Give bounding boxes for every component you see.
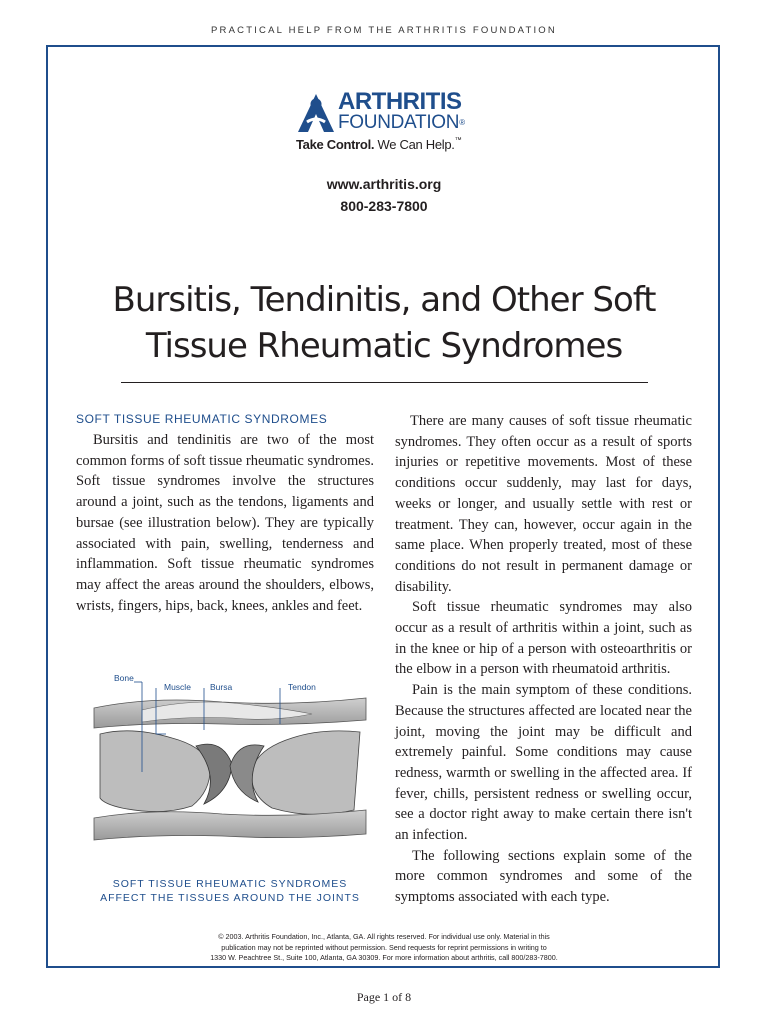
label-tendon: Tendon: [288, 682, 316, 692]
title-line-1: Bursitis, Tendinitis, and Other Soft: [112, 280, 656, 320]
arthritis-foundation-logo: [296, 90, 486, 156]
label-bone: Bone: [114, 673, 134, 683]
logo-word-arthritis: ARTHRITIS: [338, 88, 462, 115]
logo-figure-icon: [296, 92, 336, 136]
body-paragraph-4: The following sections explain some of the more common syndromes and some of the symptoms associated with each type.: [395, 847, 692, 906]
header-tagline: PRACTICAL HELP FROM THE ARTHRITIS FOUNDATION: [211, 25, 557, 36]
label-muscle: Muscle: [164, 682, 191, 692]
body-paragraph-2: Soft tissue rheumatic syndromes may also occur as a result of arthritis within a joint, such as in the knee or hip of a person with osteoarthritis or the elbow in a person with rheumatoid arthritis.: [395, 599, 692, 678]
section-heading: SOFT TISSUE RHEUMATIC SYNDROMES: [76, 412, 328, 426]
logo-word-foundation: FOUNDATION®: [338, 112, 465, 133]
page-title: [70, 277, 698, 369]
intro-paragraph: Bursitis and tendinitis are two of the most common forms of soft tissue rheumatic syndromes. Soft tissue syndromes involve the structures around a joint, such as the tendons, ligaments and bursae (see illustration below). They are typically associated with pain, swelling, tenderness and inflammation. Soft tissue rheumatic syndromes may affect the areas around the shoulders, elbows, wrists, fingers, hips, back, knees, ankles and feet.: [76, 432, 374, 614]
copyright-notice: [130, 932, 638, 964]
copyright-line-3: 1330 W. Peachtree St., Suite 100, Atlanta, GA 30309. For more information about arthritis, call 800/283-7800.: [210, 953, 558, 962]
body-paragraph-1: There are many causes of soft tissue rheumatic syndromes. They often occur as a result of sports injuries or repetitive movements. Most of these conditions occur suddenly, may last for days, weeks or longer, and usually settle with rest or treatment. They can, however, occur again in the same place. When properly treated, most of these conditions do not result in permanent damage or disability.: [395, 413, 692, 595]
left-column: [76, 410, 374, 616]
tagline-bold: Take Control.: [296, 137, 375, 152]
caption-line-2: AFFECT THE TISSUES AROUND THE JOINTS: [100, 892, 360, 904]
caption-line-1: SOFT TISSUE RHEUMATIC SYNDROMES: [112, 878, 348, 890]
right-column: [395, 411, 692, 908]
copyright-line-2: publication may not be reprinted without permission. Send requests for reprint permissions in writing to: [221, 942, 547, 952]
title-divider: [121, 382, 648, 383]
logo-tagline: Take Control. We Can Help.™: [296, 137, 462, 152]
illustration-caption: [90, 877, 370, 905]
title-line-2: Tissue Rheumatic Syndromes: [145, 326, 623, 366]
tagline-rest: We Can Help.: [374, 137, 455, 152]
website-link[interactable]: www.arthritis.org: [326, 176, 442, 192]
body-paragraph-3: Pain is the main symptom of these conditions. Because the structures affected are located near the joint, moving the joint may be difficult and extremely painful. Some conditions may cause redness, warmth or swelling in the affected area. If fever, chills, persistent redness or swelling occur, see a doctor right away to make certain there isn't an infection.: [395, 682, 692, 844]
phone-number: 800-283-7800: [340, 198, 428, 214]
label-bursa: Bursa: [210, 682, 233, 692]
page-number: Page 1 of 8: [356, 990, 412, 1004]
joint-illustration: [92, 668, 368, 868]
joint-diagram: [92, 668, 368, 868]
copyright-line-1: © 2003. Arthritis Foundation, Inc., Atlanta, GA. All rights reserved. For individual use only. Material in this: [218, 932, 550, 941]
